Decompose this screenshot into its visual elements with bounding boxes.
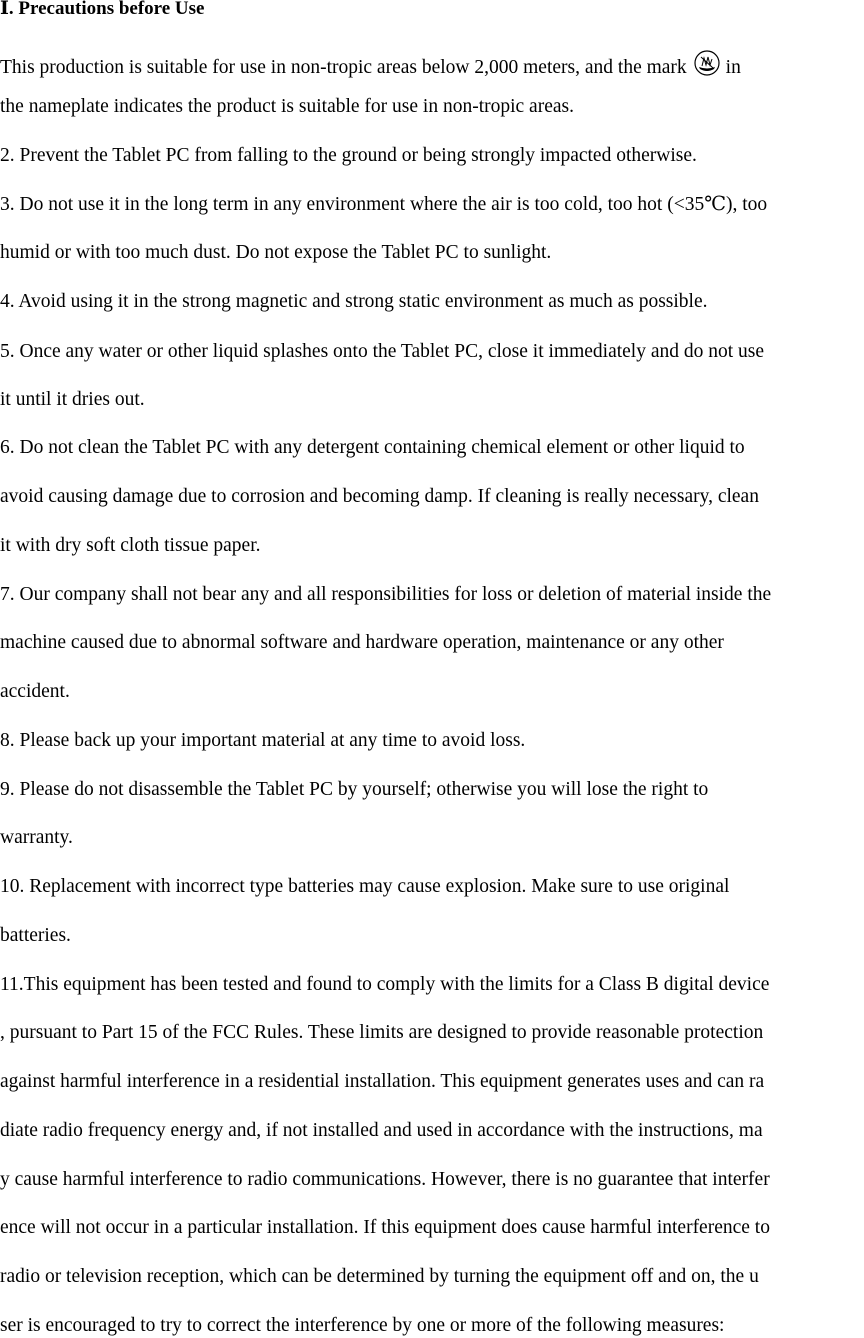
- text-line: accident.: [0, 681, 70, 702]
- text-line: machine caused due to abnormal software and hardware operation, maintenance or any other: [0, 632, 724, 653]
- text-line: ence will not occur in a particular installation. If this equipment does cause harmful interference to: [0, 1217, 770, 1238]
- section-heading: Ⅰ. Precautions before Use: [0, 0, 205, 19]
- text-line: avoid causing damage due to corrosion and becoming damp. If cleaning is really necessary, clean: [0, 486, 759, 507]
- text-line: it with dry soft cloth tissue paper.: [0, 535, 261, 556]
- text-line: ser is encouraged to try to correct the interference by one or more of the following measures:: [0, 1315, 725, 1336]
- intro-text-before-mark: This production is suitable for use in non-tropic areas below 2,000 meters, and the mark: [0, 57, 687, 78]
- intro-text-after-mark: in: [725, 57, 741, 78]
- text-line: batteries.: [0, 925, 71, 946]
- text-line: 11.This equipment has been tested and found to comply with the limits for a Class B digital device: [0, 974, 770, 995]
- text-line: 9. Please do not disassemble the Tablet PC by yourself; otherwise you will lose the right to: [0, 779, 709, 800]
- text-line: , pursuant to Part 15 of the FCC Rules. These limits are designed to provide reasonable protection: [0, 1022, 764, 1043]
- text-line: 2. Prevent the Tablet PC from falling to the ground or being strongly impacted otherwise.: [0, 145, 697, 166]
- text-line: diate radio frequency energy and, if not installed and used in accordance with the instructions, ma: [0, 1120, 763, 1141]
- text-line: 8. Please back up your important material at any time to avoid loss.: [0, 730, 526, 751]
- intro-line-2: the nameplate indicates the product is suitable for use in non-tropic areas.: [0, 96, 574, 117]
- non-tropic-mark-icon: [694, 49, 720, 79]
- text-line: 3. Do not use it in the long term in any environment where the air is too cold, too hot (<35℃), too: [0, 194, 768, 215]
- text-line: warranty.: [0, 827, 73, 848]
- text-line: 5. Once any water or other liquid splashes onto the Tablet PC, close it immediately and do not use: [0, 341, 765, 362]
- text-line: 4. Avoid using it in the strong magnetic and strong static environment as much as possible.: [0, 291, 708, 312]
- text-line: against harmful interference in a residential installation. This equipment generates uses and can ra: [0, 1071, 765, 1092]
- text-line: it until it dries out.: [0, 389, 145, 410]
- text-line: radio or television reception, which can be determined by turning the equipment off and on, the u: [0, 1266, 759, 1287]
- text-line: y cause harmful interference to radio communications. However, there is no guarantee that interfer: [0, 1169, 770, 1190]
- text-line: 7. Our company shall not bear any and all responsibilities for loss or deletion of material inside the: [0, 584, 772, 605]
- text-line: 6. Do not clean the Tablet PC with any detergent containing chemical element or other liquid to: [0, 437, 745, 458]
- intro-line-1: [0, 49, 741, 80]
- text-line: humid or with too much dust. Do not expose the Tablet PC to sunlight.: [0, 242, 552, 263]
- text-line: 10. Replacement with incorrect type batteries may cause explosion. Make sure to use original: [0, 876, 730, 897]
